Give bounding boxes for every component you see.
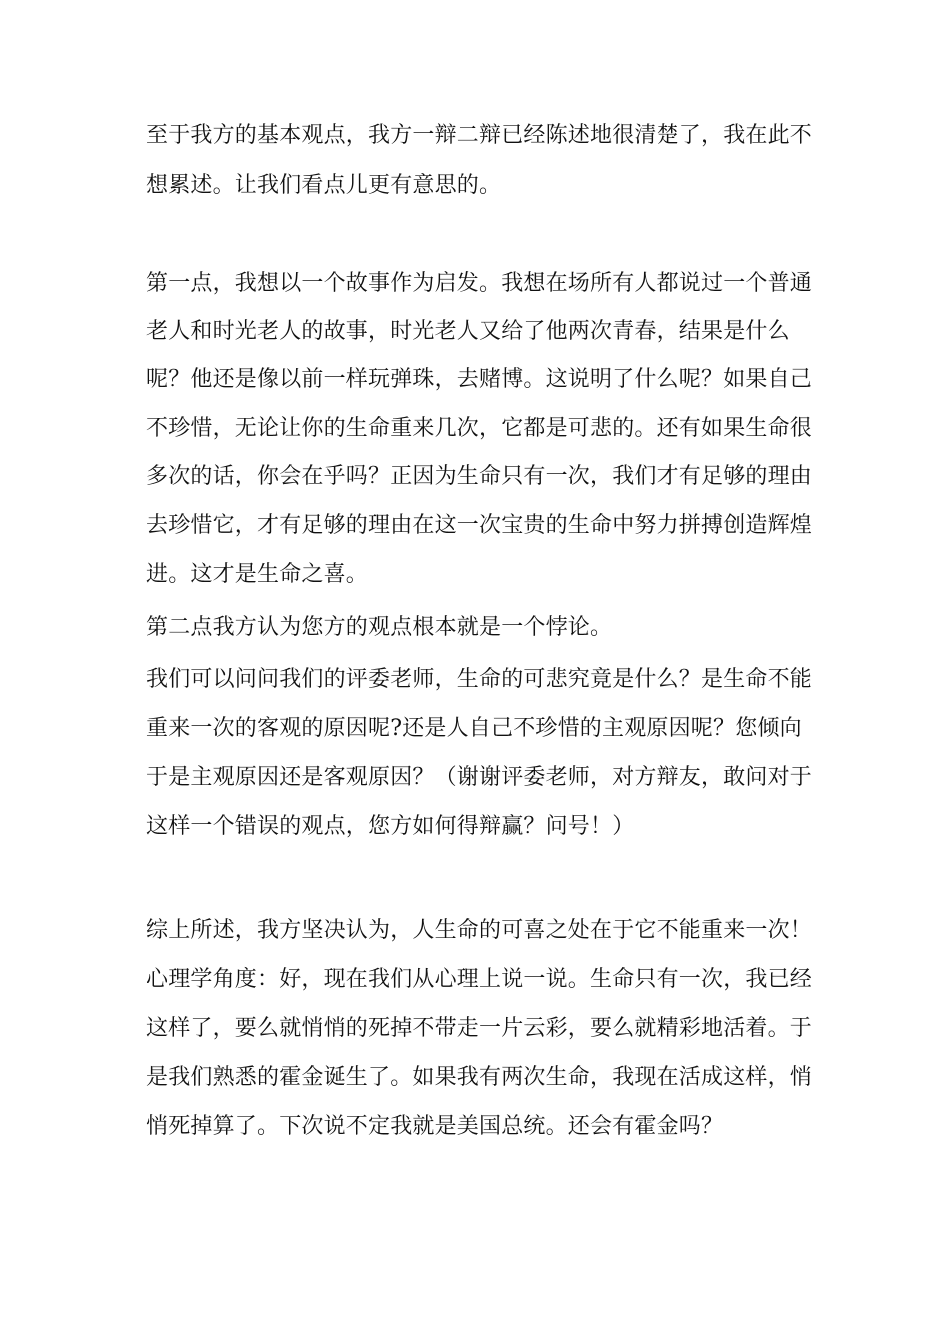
text-line: 不珍惜，无论让你的生命重来几次，它都是可悲的。还有如果生命很: [146, 416, 813, 441]
text-line: 悄死掉算了。下次说不定我就是美国总统。还会有霍金吗？: [146, 1114, 724, 1139]
text-line: 多次的话，你会在乎吗？正因为生命只有一次，我们才有足够的理由: [146, 464, 813, 489]
text-line: 进。这才是生命之喜。: [146, 562, 369, 587]
text-line: 去珍惜它，才有足够的理由在这一次宝贵的生命中努力拼搏创造辉煌: [146, 513, 813, 538]
text-line: 是我们熟悉的霍金诞生了。如果我有两次生命，我现在活成这样，悄: [146, 1065, 813, 1090]
text-line: 心理学角度：好，现在我们从心理上说一说。生命只有一次，我已经: [146, 967, 813, 992]
text-line: 第一点，我想以一个故事作为启发。我想在场所有人都说过一个普通: [146, 271, 813, 296]
text-line: 至于我方的基本观点，我方一辩二辩已经陈述地很清楚了，我在此不: [146, 123, 813, 148]
text-line: 这样了，要么就悄悄的死掉不带走一片云彩，要么就精彩地活着。于: [146, 1016, 813, 1041]
text-line: 呢？他还是像以前一样玩弹珠，去赌博。这说明了什么呢？如果自己: [146, 367, 813, 392]
text-line: 这样一个错误的观点，您方如何得辩赢？问号！）: [146, 814, 635, 839]
text-line: 想累述。让我们看点儿更有意思的。: [146, 173, 502, 198]
text-line: 我们可以问问我们的评委老师，生命的可悲究竟是什么？是生命不能: [146, 667, 813, 692]
text-line: 第二点我方认为您方的观点根本就是一个悖论。: [146, 615, 613, 640]
text-line: 重来一次的客观的原因呢?还是人自己不珍惜的主观原因呢？您倾向: [146, 716, 802, 741]
text-line: 于是主观原因还是客观原因？（谢谢评委老师，对方辩友，敢问对于: [146, 765, 813, 790]
text-line: 老人和时光老人的故事，时光老人又给了他两次青春，结果是什么: [146, 319, 790, 344]
text-line: 综上所述，我方坚决认为，人生命的可喜之处在于它不能重来一次！: [146, 918, 813, 943]
